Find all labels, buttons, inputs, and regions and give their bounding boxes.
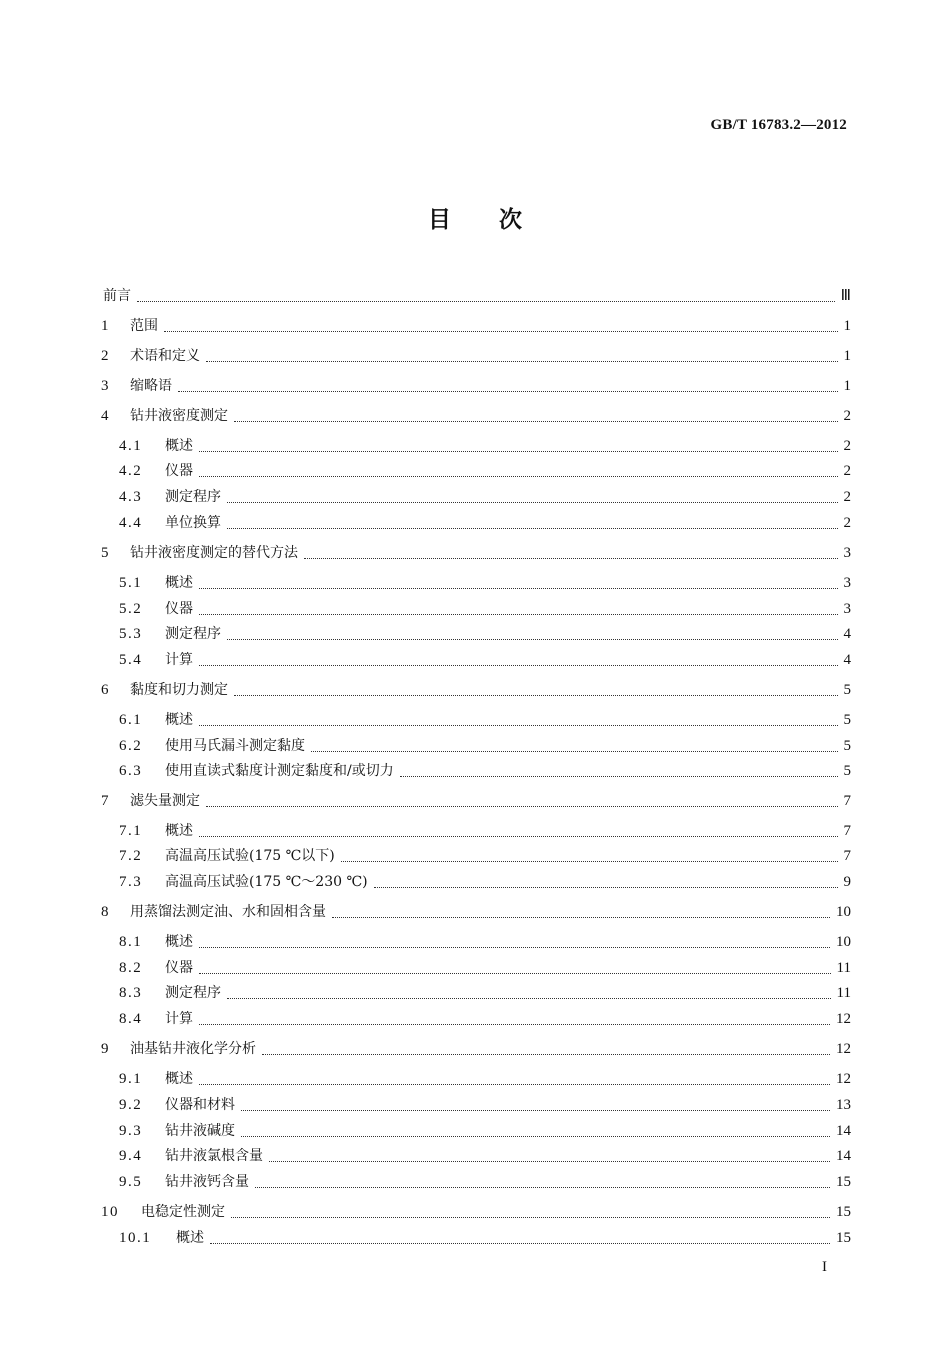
toc-entry-title: 单位换算: [165, 515, 221, 531]
toc-entry-section[interactable]: [119, 485, 851, 509]
toc-entry-page: 5: [843, 712, 851, 728]
toc-entry-title: 仪器: [165, 463, 193, 479]
toc-dot-leader: [269, 1161, 830, 1162]
toc-dot-leader: [332, 917, 830, 918]
toc-entry-number: 5.2: [119, 601, 143, 617]
toc-entry-number: 5.1: [119, 575, 143, 591]
toc-dot-leader: [199, 947, 830, 948]
toc-entry-title: 概述: [165, 438, 193, 454]
toc-entry-section[interactable]: [119, 511, 851, 535]
toc-entry-title: 概述: [176, 1230, 204, 1246]
page-number: I: [822, 1259, 827, 1275]
toc-entry-chapter[interactable]: [101, 541, 851, 565]
toc-entry-number: 4.4: [119, 515, 143, 531]
toc-entry-section[interactable]: [119, 459, 851, 483]
toc-entry-number: 5: [101, 545, 110, 561]
toc-entry-chapter[interactable]: [101, 678, 851, 702]
toc-entry-title: 测定程序: [165, 985, 221, 1001]
toc-entry-number: 7: [101, 793, 110, 809]
toc-dot-leader: [231, 1217, 830, 1218]
toc-entry-section[interactable]: [119, 1007, 851, 1031]
toc-dot-leader: [241, 1136, 830, 1137]
toc-entry-page: 12: [836, 1071, 851, 1087]
toc-entry-number: 8.3: [119, 985, 143, 1001]
toc-entry-page: 2: [843, 438, 851, 454]
toc-entry-page: 5: [843, 738, 851, 754]
toc-entry-section[interactable]: [119, 1226, 851, 1250]
toc-entry-page: 2: [843, 463, 851, 479]
toc-dot-leader: [227, 528, 838, 529]
toc-entry-number: 5.3: [119, 626, 143, 642]
toc-dot-leader: [199, 665, 838, 666]
toc-entry-title: 钻井液钙含量: [165, 1174, 249, 1190]
toc-entry-section[interactable]: [119, 1119, 851, 1143]
toc-entry-number: 6: [101, 682, 110, 698]
toc-entry-title: 概述: [165, 1071, 193, 1087]
toc-entry-title: 高温高压试验(175 ℃～230 ℃): [165, 874, 368, 890]
toc-entry-section[interactable]: [119, 1093, 851, 1117]
toc-entry-number: 7.2: [119, 848, 143, 864]
toc-entry-section[interactable]: [119, 734, 851, 758]
toc-dot-leader: [241, 1110, 830, 1111]
toc-entry-title: 钻井液碱度: [165, 1123, 235, 1139]
toc-entry-chapter[interactable]: [101, 789, 851, 813]
toc-entry-page: 4: [843, 626, 851, 642]
toc-entry-page: 2: [843, 489, 851, 505]
toc-entry-section[interactable]: [119, 597, 851, 621]
toc-entry-section[interactable]: [119, 819, 851, 843]
toc-dot-leader: [199, 476, 838, 477]
toc-entry-title: 钻井液密度测定的替代方法: [130, 545, 298, 561]
toc-dot-leader: [234, 695, 838, 696]
toc-dot-leader: [164, 331, 838, 332]
toc-entry-page: 3: [843, 545, 851, 561]
toc-entry-title: 概述: [165, 934, 193, 950]
toc-entry-title: 滤失量测定: [130, 793, 200, 809]
toc-entry-number: 7.1: [119, 823, 143, 839]
toc-entry-title: 概述: [165, 575, 193, 591]
toc-entry-title: 油基钻井液化学分析: [130, 1041, 256, 1057]
toc-entry-page: 5: [843, 682, 851, 698]
toc-entry-title: 概述: [165, 712, 193, 728]
toc-entry-page: 7: [843, 848, 851, 864]
toc-entry-section[interactable]: [119, 571, 851, 595]
toc-entry-title: 高温高压试验(175 ℃以下): [165, 848, 335, 864]
toc-entry-foreword[interactable]: [101, 284, 851, 308]
toc-entry-section[interactable]: [119, 956, 851, 980]
toc-entry-number: 4.2: [119, 463, 143, 479]
toc-entry-page: 3: [843, 575, 851, 591]
toc-dot-leader: [178, 391, 838, 392]
toc-dot-leader: [227, 639, 838, 640]
toc-entry-section[interactable]: [119, 844, 851, 868]
toc-entry-title: 使用直读式黏度计测定黏度和/或切力: [165, 763, 394, 779]
toc-entry-page: 2: [843, 515, 851, 531]
toc-entry-number: 4.1: [119, 438, 143, 454]
document-code: GB/T 16783.2—2012: [710, 117, 847, 133]
toc-entry-page: 2: [843, 408, 851, 424]
toc-dot-leader: [199, 1084, 830, 1085]
toc-entry-section[interactable]: [119, 622, 851, 646]
toc-entry-number: 10: [101, 1204, 119, 1220]
toc-entry-page: 1: [843, 348, 851, 364]
toc-entry-title: 黏度和切力测定: [130, 682, 228, 698]
toc-entry-title: 范围: [130, 318, 158, 334]
toc-dot-leader: [206, 806, 838, 807]
toc-entry-title: 仪器和材料: [165, 1097, 235, 1113]
toc-entry-title: 缩略语: [130, 378, 172, 394]
toc-entry-section[interactable]: [119, 434, 851, 458]
page-title: [0, 201, 950, 234]
toc-entry-section[interactable]: [119, 870, 851, 894]
toc-entry-number: 9.1: [119, 1071, 143, 1087]
toc-entry-title: 计算: [165, 652, 193, 668]
toc-entry-title: 术语和定义: [130, 348, 200, 364]
toc-entry-title: 计算: [165, 1011, 193, 1027]
toc-entry-page: 4: [843, 652, 851, 668]
toc-entry-section[interactable]: [119, 1067, 851, 1091]
toc-entry-chapter[interactable]: [101, 1200, 851, 1224]
toc-entry-section[interactable]: [119, 759, 851, 783]
toc-entry-number: 5.4: [119, 652, 143, 668]
toc-entry-title: 测定程序: [165, 489, 221, 505]
title-char-2: 次: [499, 207, 522, 233]
toc-entry-chapter[interactable]: [101, 404, 851, 428]
toc-entry-page: 7: [843, 793, 851, 809]
toc-entry-page: 12: [836, 1041, 851, 1057]
toc-entry-title: 概述: [165, 823, 193, 839]
toc-entry-number: 8.2: [119, 960, 143, 976]
toc-entry-title: 钻井液密度测定: [130, 408, 228, 424]
toc-entry-page: Ⅲ: [840, 288, 851, 304]
toc-dot-leader: [199, 588, 838, 589]
toc-entry-number: 2: [101, 348, 110, 364]
toc-entry-number: 9.3: [119, 1123, 143, 1139]
toc-entry-page: 1: [843, 318, 851, 334]
toc-entry-page: 9: [843, 874, 851, 890]
toc-dot-leader: [199, 836, 838, 837]
toc-dot-leader: [199, 973, 831, 974]
toc-entry-page: 11: [836, 985, 851, 1001]
toc-entry-page: 10: [836, 904, 851, 920]
toc-entry-number: 9: [101, 1041, 110, 1057]
toc-dot-leader: [311, 751, 838, 752]
toc-entry-section[interactable]: [119, 1170, 851, 1194]
toc-entry-title: 仪器: [165, 601, 193, 617]
toc-dot-leader: [227, 998, 831, 999]
toc-entry-title: 仪器: [165, 960, 193, 976]
toc-dot-leader: [304, 558, 838, 559]
toc-entry-number: 9.4: [119, 1148, 143, 1164]
toc-entry-title: 使用马氏漏斗测定黏度: [165, 738, 305, 754]
toc-dot-leader: [400, 776, 838, 777]
toc-entry-page: 15: [836, 1230, 851, 1246]
toc-entry-page: 5: [843, 763, 851, 779]
toc-entry-page: 14: [836, 1123, 851, 1139]
toc-entry-number: 6.2: [119, 738, 143, 754]
toc-entry-section[interactable]: [119, 930, 851, 954]
toc-entry-number: 7.3: [119, 874, 143, 890]
toc-entry-number: 8.1: [119, 934, 143, 950]
toc-entry-number: 1: [101, 318, 110, 334]
toc-entry-number: 6.3: [119, 763, 143, 779]
toc-dot-leader: [206, 361, 838, 362]
toc-entry-title: 钻井液氯根含量: [165, 1148, 263, 1164]
toc-entry-title: 测定程序: [165, 626, 221, 642]
toc-entry-number: 4.3: [119, 489, 143, 505]
toc-dot-leader: [374, 887, 838, 888]
toc-entry-page: 1: [843, 378, 851, 394]
toc-dot-leader: [199, 614, 838, 615]
title-char-1: 目: [428, 207, 451, 233]
toc-entry-page: 13: [836, 1097, 851, 1113]
toc-entry-title: 前言: [103, 288, 131, 304]
toc-entry-section[interactable]: [119, 708, 851, 732]
toc-entry-number: 8: [101, 904, 110, 920]
toc-entry-page: 7: [843, 823, 851, 839]
toc-entry-section[interactable]: [119, 1144, 851, 1168]
toc-dot-leader: [199, 451, 838, 452]
toc-entry-page: 3: [843, 601, 851, 617]
toc-entry-section[interactable]: [119, 648, 851, 672]
toc-entry-page: 10: [836, 934, 851, 950]
toc-entry-page: 14: [836, 1148, 851, 1164]
toc-dot-leader: [199, 725, 838, 726]
toc-dot-leader: [234, 421, 838, 422]
toc-dot-leader: [199, 1024, 830, 1025]
toc-dot-leader: [210, 1243, 830, 1244]
toc-entry-chapter[interactable]: [101, 314, 851, 338]
toc-dot-leader: [227, 502, 838, 503]
toc-entry-chapter[interactable]: [101, 374, 851, 398]
toc-entry-number: 9.2: [119, 1097, 143, 1113]
toc-entry-number: 10.1: [119, 1230, 152, 1246]
toc-entry-chapter[interactable]: [101, 900, 851, 924]
toc-entry-number: 3: [101, 378, 110, 394]
toc-entry-page: 12: [836, 1011, 851, 1027]
toc-entry-page: 11: [836, 960, 851, 976]
toc-entry-number: 6.1: [119, 712, 143, 728]
toc-entry-page: 15: [836, 1204, 851, 1220]
toc-entry-title: 电稳定性测定: [141, 1204, 225, 1220]
toc-dot-leader: [137, 301, 835, 302]
toc-entry-number: 4: [101, 408, 110, 424]
toc-entry-number: 8.4: [119, 1011, 143, 1027]
toc-dot-leader: [341, 861, 838, 862]
toc-entry-title: 用蒸馏法测定油、水和固相含量: [130, 904, 326, 920]
toc-entry-chapter[interactable]: [101, 344, 851, 368]
toc-dot-leader: [262, 1054, 830, 1055]
toc-entry-section[interactable]: [119, 981, 851, 1005]
toc-entry-page: 15: [836, 1174, 851, 1190]
toc-entry-number: 9.5: [119, 1174, 143, 1190]
toc-entry-chapter[interactable]: [101, 1037, 851, 1061]
toc-dot-leader: [255, 1187, 830, 1188]
